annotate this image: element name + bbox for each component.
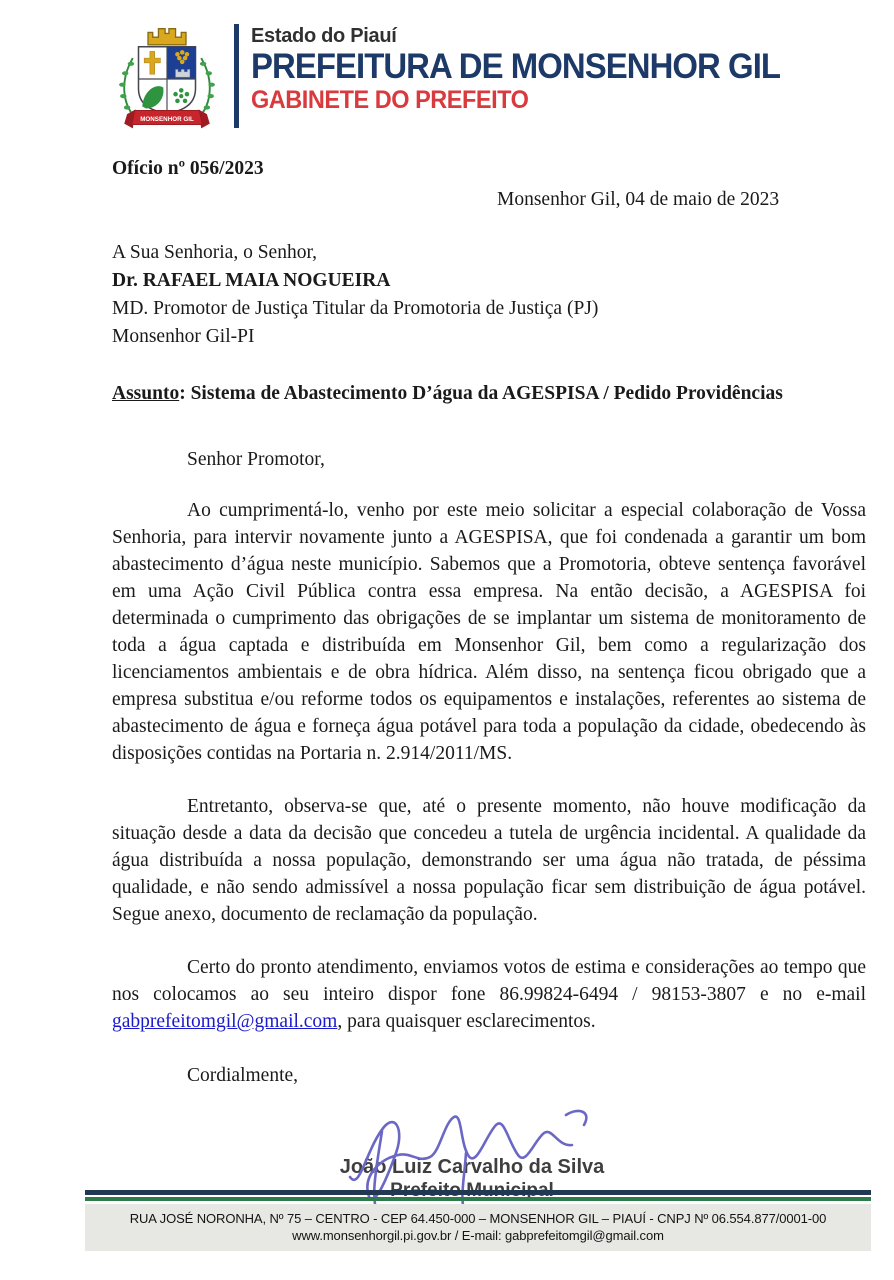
closing-text-after: , para quaisquer esclarecimentos. — [337, 1011, 596, 1032]
addressee-salutation: A Sua Senhoria, o Senhor, — [112, 242, 318, 263]
valediction: Cordialmente, — [187, 1065, 299, 1086]
signer-name: João Luiz Carvalho da Silva — [339, 1156, 605, 1178]
subject-text: : Sistema de Abastecimento D’água da AGESPISA / Pedido Providências — [179, 383, 783, 404]
crest-ribbon-text: MONSENHOR GIL — [140, 115, 194, 123]
paragraph-1: Ao cumprimentá-lo, venho por este meio solicitar a especial colaboração de Vossa Senhoria, para intervir novamente junto a AGESPISA, que foi condenada a garantir um bom abastecimento d’água neste município. Sabemos que a Promotoria, obteve sentença favorável em uma Ação Civil Pública contra essa empresa. Na então decisão, a AGESPISA foi determinada o cumprimento das obrigações de se implantar um sistema de monitoramento de toda a água captada e distribuída em Monsenhor Gil, bem como a regularização dos licenciamentos ambientais e de obra hídrica. Além disso, na sentença ficou obrigado que a empresa substitua e/ou reforme todos os equipamentos e instalações, referentes ao sistema de abastecimento de água e forneça água potável para toda a população da cidade, obedecendo às disposições contidas na Portaria n. 2.914/2011/MS. — [112, 500, 866, 764]
letter-content — [112, 158, 866, 1203]
letterhead-divider — [234, 24, 239, 128]
closing-text-before: Certo do pronto atendimento, enviamos votos de estima e considerações ao tempo que nos colocamos ao seu inteiro dispor fone 86.99824-6494 / 98153-3807 e no e-mail — [112, 957, 866, 1005]
municipal-crest-logo — [110, 16, 224, 142]
subject-label: Assunto — [112, 383, 180, 404]
greeting: Senhor Promotor, — [187, 449, 325, 470]
paragraph-3 — [112, 954, 866, 1035]
footer-navy-bar — [85, 1190, 871, 1195]
footer-address-line: RUA JOSÉ NORONHA, Nº 75 – CENTRO - CEP 64.450-000 – MONSENHOR GIL – PIAUÍ - CNPJ Nº 06.554.877/0001-00 — [129, 1211, 827, 1226]
org-department: GABINETE DO PREFEITO — [251, 86, 529, 114]
letterhead — [110, 16, 814, 142]
footer-web-line: www.monsenhorgil.pi.gov.br / E-mail: gabprefeitomgil@gmail.com — [292, 1228, 664, 1243]
subject-line — [112, 383, 866, 405]
email-link[interactable]: gabprefeitomgil@gmail.com — [112, 1011, 338, 1032]
office-number: Ofício nº 056/2023 — [112, 158, 264, 179]
ribbon-banner-icon — [124, 109, 210, 128]
footer-address-box — [85, 1204, 871, 1251]
addressee-role: MD. Promotor de Justiça Titular da Promotoria de Justiça (PJ) — [112, 298, 599, 319]
state-name: Estado do Piauí — [251, 25, 397, 47]
footer-green-bar — [85, 1197, 871, 1201]
footer — [85, 1190, 871, 1251]
paragraph-2: Entretanto, observa-se que, até o presente momento, não houve modificação da situação desde a data da decisão que concedeu a tutela de urgência incidental. A qualidade da água distribuída a nossa população, demonstrando ser uma água não tratada, de péssima qualidade, e não sendo admissível a nossa população ficar sem distribuição de água potável. Segue anexo, documento de reclamação da população. — [112, 796, 866, 925]
addressee-name: Dr. RAFAEL MAIA NOGUEIRA — [112, 270, 391, 291]
date-line: Monsenhor Gil, 04 de maio de 2023 — [497, 189, 780, 210]
signature-block — [322, 1097, 622, 1203]
letterhead-text — [251, 16, 814, 115]
addressee-city: Monsenhor Gil-PI — [112, 326, 255, 347]
crown-icon — [148, 29, 186, 45]
org-title: PREFEITURA DE MONSENHOR GIL — [251, 47, 781, 86]
addressee-block — [112, 239, 866, 351]
